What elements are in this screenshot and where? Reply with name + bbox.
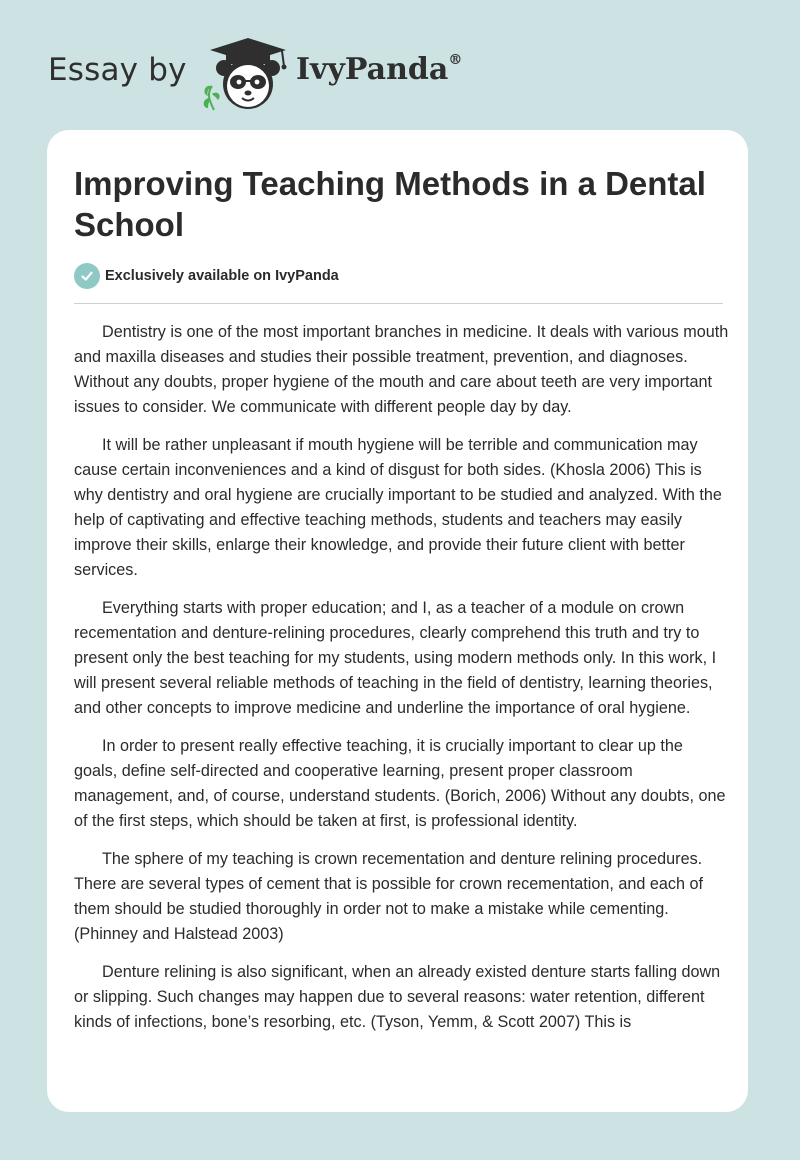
registered-mark: ® — [448, 52, 463, 68]
paragraph: In order to present really effective teaching, it is crucially important to clear up the goals, define self-directed and cooperative learning, present proper classroom management, and, of course, understand students. (Borich, 2006) Without any doubts, one of the first steps, which should be taken at first, is professional identity. — [74, 737, 726, 830]
paragraph: Denture relining is also significant, when an already existed denture starts falling down or slipping. Such changes may happen due to several reasons: water retention, different kinds of infections, bone’s resorbing, etc. (Tyson, Yemm, & Scott 2007) This is — [74, 963, 721, 1031]
paragraph: It will be rather unpleasant if mouth hygiene will be terrible and communication may cause certain inconveniences and a kind of disgust for both sides. (Khosla 2006) This is why dentistry and oral hygiene are crucially important to be studied and analyzed. With the help of captivating and effective teaching methods, students and teachers may easily improve their skills, enlarge their knowledge, and provide their future client with better services. — [74, 436, 722, 579]
exclusive-badge-label: Exclusively available on IvyPanda — [105, 268, 339, 284]
essay-title: Improving Teaching Methods in a Dental School — [74, 165, 706, 243]
paragraph: The sphere of my teaching is crown recementation and denture relining procedures. There are several types of cement that is possible for crown recementation, and each of them should be studied thoroughly in order not to make a mistake while cementing. (Phinney and Halstead 2003) — [74, 850, 703, 943]
divider — [74, 303, 723, 304]
essay-body — [74, 320, 729, 1048]
exclusive-badge — [74, 263, 339, 289]
paragraph: Dentistry is one of the most important branches in medicine. It deals with various mouth and maxilla diseases and studies their possible treatment, prevention, and diagnoses. Without any doubts, proper hygiene of the mouth and care about teeth are very important issues to consider. We communicate with different people day by day. — [74, 323, 729, 416]
site-header — [0, 0, 800, 130]
paragraph: Everything starts with proper education; and I, as a teacher of a module on crown recementation and denture-relining procedures, clearly comprehend this truth and try to present only the best teaching for my students, using modern methods only. In this work, I will present several reliable methods of teaching in the field of dentistry, learning theories, and other concepts to improve medicine and underline the importance of oral hygiene. — [74, 599, 717, 717]
check-icon — [74, 263, 100, 289]
panda-graduate-icon[interactable] — [200, 32, 296, 112]
essay-by-label: Essay by — [48, 52, 187, 88]
essay-card — [47, 130, 748, 1112]
ivy-leaf-icon — [204, 86, 220, 110]
brand-name[interactable] — [296, 52, 462, 87]
brand-text: IvyPanda — [296, 52, 449, 87]
